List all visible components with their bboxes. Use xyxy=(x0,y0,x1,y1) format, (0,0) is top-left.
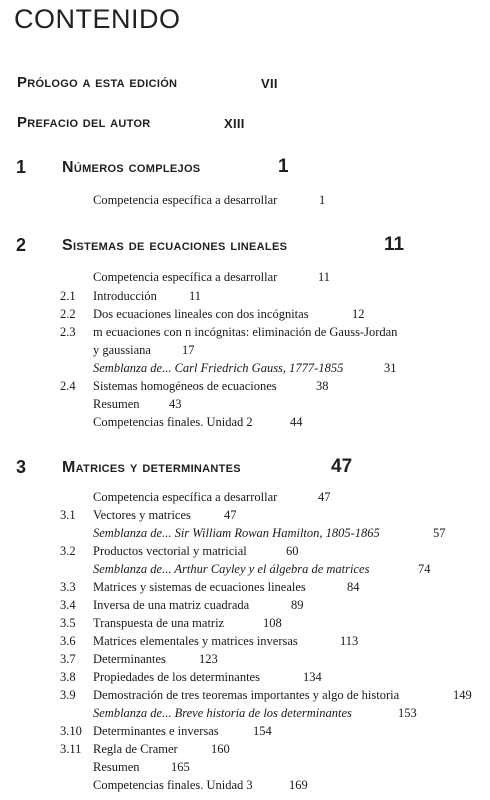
toc-entry[interactable] xyxy=(0,778,490,796)
entry-page: 31 xyxy=(384,361,397,375)
entry-page: 11 xyxy=(318,270,331,284)
entry-text: Resumen xyxy=(93,760,140,774)
toc-entry[interactable] xyxy=(0,508,490,526)
entry-text: Demostración de tres teoremas importantes y algo de historia xyxy=(93,688,400,702)
chapter-number: 3 xyxy=(16,457,27,477)
entry-page: 38 xyxy=(316,379,329,393)
toc-entry[interactable] xyxy=(0,742,490,760)
entry-number: 3.11 xyxy=(60,742,82,756)
entry-page: 113 xyxy=(340,634,359,648)
entry-number: 3.6 xyxy=(60,634,76,648)
toc-entry[interactable] xyxy=(0,688,490,706)
toc-entry[interactable] xyxy=(0,760,490,778)
entry-page: 17 xyxy=(182,343,195,357)
entry-page: 11 xyxy=(189,289,202,303)
entry-page: 84 xyxy=(347,580,360,594)
entry-text: Vectores y matrices xyxy=(93,508,191,522)
toc-entry[interactable] xyxy=(0,544,490,562)
entry-text: Competencia específica a desarrollar xyxy=(93,270,278,284)
page-title: CONTENIDO xyxy=(14,4,181,34)
toc-entry-semblanza[interactable] xyxy=(0,526,490,544)
entry-text: Introducción xyxy=(93,289,157,303)
toc-entry[interactable] xyxy=(0,343,490,361)
entry-page: 57 xyxy=(433,526,446,540)
entry-number: 2.4 xyxy=(60,379,76,393)
entry-page: 165 xyxy=(171,760,190,774)
toc-entry[interactable] xyxy=(0,580,490,598)
entry-number: 2.2 xyxy=(60,307,76,321)
entry-page: 89 xyxy=(291,598,304,612)
entry-page: 12 xyxy=(352,307,365,321)
toc-entry[interactable] xyxy=(0,616,490,634)
toc-entry[interactable] xyxy=(0,193,490,211)
entry-text: Determinantes xyxy=(93,652,166,666)
entry-text: Determinantes e inversas xyxy=(93,724,219,738)
toc-entry[interactable] xyxy=(0,634,490,652)
chapter-page: 1 xyxy=(278,156,289,177)
toc-entry[interactable] xyxy=(0,670,490,688)
entry-text: Dos ecuaciones lineales con dos incógnitas xyxy=(93,307,309,321)
entry-number: 3.4 xyxy=(60,598,76,612)
entry-number: 3.10 xyxy=(60,724,82,738)
toc-entry[interactable] xyxy=(0,325,490,343)
entry-page: 160 xyxy=(211,742,230,756)
entry-page: 43 xyxy=(169,397,182,411)
entry-page: 47 xyxy=(224,508,237,522)
toc-entry[interactable] xyxy=(0,652,490,670)
entry-page: 1 xyxy=(319,193,326,207)
toc-entry[interactable] xyxy=(0,379,490,397)
entry-number: 3.9 xyxy=(60,688,76,702)
front-matter-label: Prólogo a esta edición xyxy=(17,74,178,91)
entry-page: 149 xyxy=(453,688,472,702)
entry-number: 3.3 xyxy=(60,580,76,594)
front-matter-label: Prefacio del autor xyxy=(17,114,151,131)
entry-text: Competencias finales. Unidad 2 xyxy=(93,415,253,429)
toc-entry-semblanza[interactable] xyxy=(0,706,490,724)
entry-page: 123 xyxy=(199,652,218,666)
toc-entry[interactable] xyxy=(0,270,490,288)
toc-entry[interactable] xyxy=(0,397,490,415)
entry-number: 2.3 xyxy=(60,325,76,339)
entry-page: 74 xyxy=(418,562,431,576)
entry-text: Transpuesta de una matriz xyxy=(93,616,225,630)
entry-number: 3.2 xyxy=(60,544,76,558)
entry-page: 44 xyxy=(290,415,303,429)
toc-entry-semblanza[interactable] xyxy=(0,562,490,580)
entry-number: 2.1 xyxy=(60,289,76,303)
entry-text: Regla de Cramer xyxy=(93,742,178,756)
entry-number: 3.1 xyxy=(60,508,76,522)
toc-entry[interactable] xyxy=(0,724,490,742)
entry-text: Semblanza de... Breve historia de los determinantes xyxy=(93,706,352,720)
entry-number: 3.5 xyxy=(60,616,76,630)
toc-entry-semblanza[interactable] xyxy=(0,361,490,379)
entry-page: 47 xyxy=(318,490,331,504)
entry-page: 154 xyxy=(253,724,272,738)
chapter-page: 11 xyxy=(384,234,405,255)
toc-entry[interactable] xyxy=(0,598,490,616)
entry-text: Competencia específica a desarrollar xyxy=(93,193,278,207)
toc-entry[interactable] xyxy=(0,307,490,325)
chapter-title[interactable]: Números complejos xyxy=(62,159,201,176)
toc-entry[interactable] xyxy=(0,289,490,307)
entry-page: 153 xyxy=(398,706,417,720)
entry-page: 60 xyxy=(286,544,299,558)
entry-text: Matrices elementales y matrices inversas xyxy=(93,634,298,648)
entry-text: Propiedades de los determinantes xyxy=(93,670,260,684)
entry-text: Productos vectorial y matricial xyxy=(93,544,247,558)
entry-number: 3.8 xyxy=(60,670,76,684)
entry-text: Semblanza de... Arthur Cayley y el álgebra de matrices xyxy=(93,562,370,576)
entry-text: Semblanza de... Carl Friedrich Gauss, 1777-1855 xyxy=(93,361,344,375)
entry-text: Semblanza de... Sir William Rowan Hamilton, 1805-1865 xyxy=(93,526,380,540)
chapter-title[interactable]: Matrices y determinantes xyxy=(62,459,241,476)
front-matter-prefacio[interactable] xyxy=(17,114,245,131)
chapter-page: 47 xyxy=(331,456,353,477)
entry-text: m ecuaciones con n incógnitas: eliminación de Gauss-Jordan xyxy=(93,325,398,339)
entry-text: Competencias finales. Unidad 3 xyxy=(93,778,253,792)
toc-entry[interactable] xyxy=(0,490,490,508)
front-matter-page: VII xyxy=(261,76,278,91)
entry-text: Inversa de una matriz cuadrada xyxy=(93,598,250,612)
entry-text: Sistemas homogéneos de ecuaciones xyxy=(93,379,277,393)
entry-text: Resumen xyxy=(93,397,140,411)
entry-text: Competencia específica a desarrollar xyxy=(93,490,278,504)
entry-page: 169 xyxy=(289,778,308,792)
chapter-title[interactable]: Sistemas de ecuaciones lineales xyxy=(62,237,288,254)
entry-number: 3.7 xyxy=(60,652,76,666)
entry-page: 108 xyxy=(263,616,282,630)
entry-page: 134 xyxy=(303,670,322,684)
chapter-number: 2 xyxy=(16,235,27,255)
front-matter-prologo[interactable] xyxy=(17,74,278,91)
front-matter-page: XIII xyxy=(224,116,245,131)
chapter-number: 1 xyxy=(16,157,27,177)
entry-text: y gaussiana xyxy=(93,343,151,357)
toc-entry[interactable] xyxy=(0,415,490,433)
entry-text: Matrices y sistemas de ecuaciones lineales xyxy=(93,580,306,594)
